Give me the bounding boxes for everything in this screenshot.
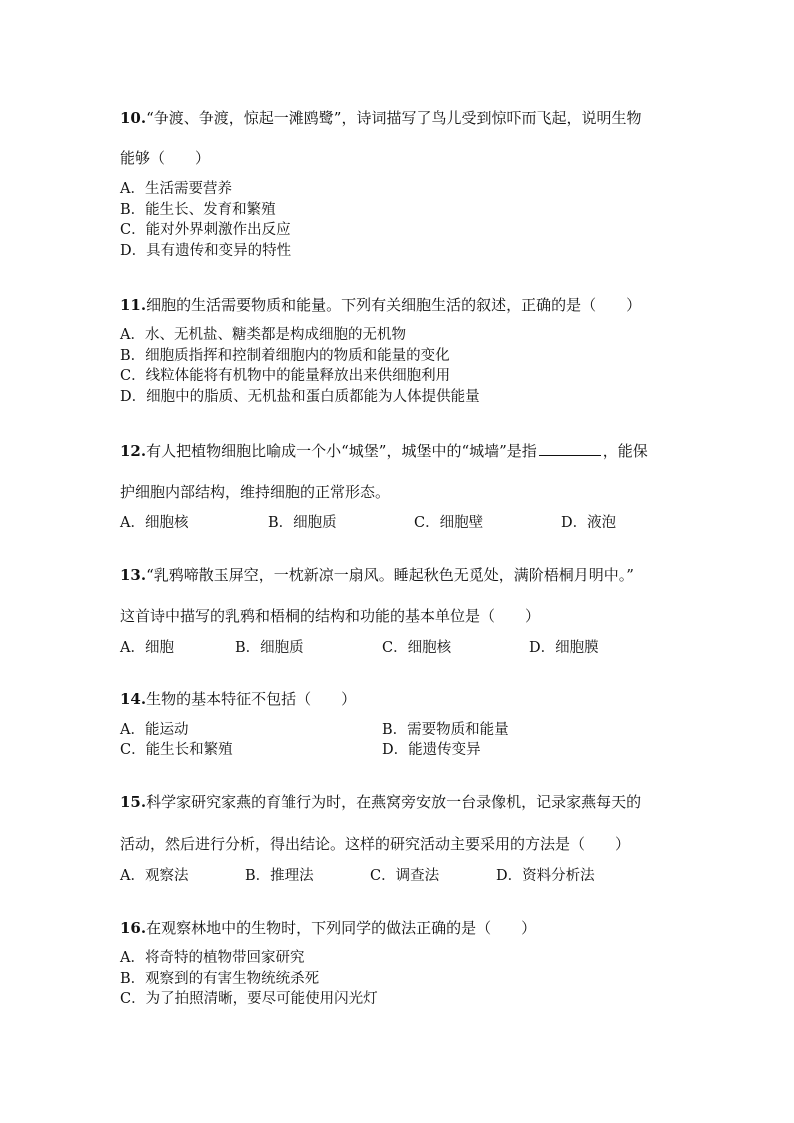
option-b[interactable]: B．观察到的有害生物统统杀死 (120, 970, 320, 987)
option-d[interactable]: D．液泡 (561, 515, 617, 531)
option-a[interactable]: A．生活需要营养 (120, 181, 232, 197)
question-12 (120, 440, 680, 531)
option-b[interactable]: B．能生长、发育和繁殖 (120, 201, 276, 218)
stem-text: “乳鸦啼散玉屏空，一枕新凉一扇风。睡起秋色无觅处，满阶梧桐月明中。” (146, 566, 634, 584)
stem-text: 有人把植物细胞比喻成一个小“城堡”，城堡中的“城墙”是指 (146, 442, 537, 460)
question-stem (120, 295, 680, 315)
option-b[interactable]: B．细胞质 (268, 515, 337, 531)
question-stem (120, 689, 680, 709)
option-a[interactable]: A．将奇特的植物带回家研究 (120, 950, 305, 966)
question-stem (120, 792, 680, 812)
option-b[interactable]: B．细胞质 (235, 640, 304, 656)
option-c[interactable]: C．能对外界刺激作出反应 (120, 222, 291, 238)
option-a[interactable]: A．能运动 (120, 722, 189, 738)
question-11 (120, 295, 680, 405)
stem-text: “争渡、争渡，惊起一滩鸥鹭”，诗词描写了鸟儿受到惊吓而飞起，说明生物 (146, 109, 642, 127)
stem-text-line2: 活动，然后进行分析，得出结论。这样的研究活动主要采用的方法是（ ） (120, 835, 631, 853)
question-stem (120, 918, 680, 938)
question-number: 14. (120, 690, 147, 708)
question-14 (120, 689, 680, 758)
option-d[interactable]: D．能遗传变异 (382, 742, 481, 758)
question-stem (120, 565, 680, 585)
options-row-2 (120, 740, 680, 760)
question-16 (120, 918, 680, 1007)
option-c[interactable]: C．线粒体能将有机物中的能量释放出来供细胞利用 (120, 368, 451, 384)
option-d[interactable]: D．资料分析法 (496, 868, 595, 884)
stem-text-tail: ，能保 (602, 442, 648, 460)
question-15 (120, 792, 680, 884)
question-number: 15. (120, 793, 147, 811)
stem-text: 科学家研究家燕的育雏行为时，在燕窝旁安放一台录像机，记录家燕每天的 (146, 793, 642, 811)
option-a[interactable]: A．水、无机盐、糖类都是构成细胞的无机物 (120, 327, 406, 343)
option-c[interactable]: C．细胞壁 (414, 515, 484, 531)
options-list (120, 179, 291, 261)
question-number: 16. (120, 919, 147, 937)
option-c[interactable]: C．调查法 (370, 868, 440, 884)
question-stem (120, 440, 680, 461)
option-b[interactable]: B．推理法 (245, 868, 314, 884)
options-row (120, 513, 680, 533)
question-number: 10. (120, 109, 147, 127)
question-10 (120, 108, 680, 259)
option-a[interactable]: A．细胞核 (120, 515, 189, 531)
question-stem (120, 108, 680, 128)
stem-text-line2: 这首诗中描写的乳鸦和梧桐的结构和功能的基本单位是（ ） (120, 607, 541, 625)
option-d[interactable]: D．细胞中的脂质、无机盐和蛋白质都能为人体提供能量 (120, 388, 480, 405)
stem-text: 生物的基本特征不包括（ ） (146, 690, 357, 708)
options-list (120, 948, 378, 1010)
stem-text: 细胞的生活需要物质和能量。下列有关细胞生活的叙述，正确的是（ ） (146, 296, 642, 314)
question-number: 13. (120, 566, 147, 584)
stem-text-line2: 能够（ ） (120, 149, 211, 167)
options-row (120, 638, 680, 658)
question-number: 11. (120, 296, 147, 314)
question-number: 12. (120, 442, 147, 460)
options-row-1 (120, 720, 680, 740)
answer-blank[interactable] (539, 440, 601, 456)
question-13 (120, 565, 680, 656)
option-b[interactable]: B．细胞质指挥和控制着细胞内的物质和能量的变化 (120, 347, 450, 364)
stem-text: 在观察林地中的生物时，下列同学的做法正确的是（ ） (146, 919, 537, 937)
stem-text-line2: 护细胞内部结构，维持细胞的正常形态。 (120, 483, 391, 501)
option-c[interactable]: C．细胞核 (382, 640, 452, 656)
option-c[interactable]: C．能生长和繁殖 (120, 742, 233, 758)
option-d[interactable]: D．具有遗传和变异的特性 (120, 242, 292, 259)
option-a[interactable]: A．细胞 (120, 640, 174, 656)
options-list (120, 325, 480, 407)
option-d[interactable]: D．细胞膜 (529, 640, 599, 656)
option-b[interactable]: B．需要物质和能量 (382, 722, 509, 738)
option-a[interactable]: A．观察法 (120, 868, 189, 884)
option-c[interactable]: C．为了拍照清晰，要尽可能使用闪光灯 (120, 991, 378, 1007)
options-row (120, 866, 680, 886)
